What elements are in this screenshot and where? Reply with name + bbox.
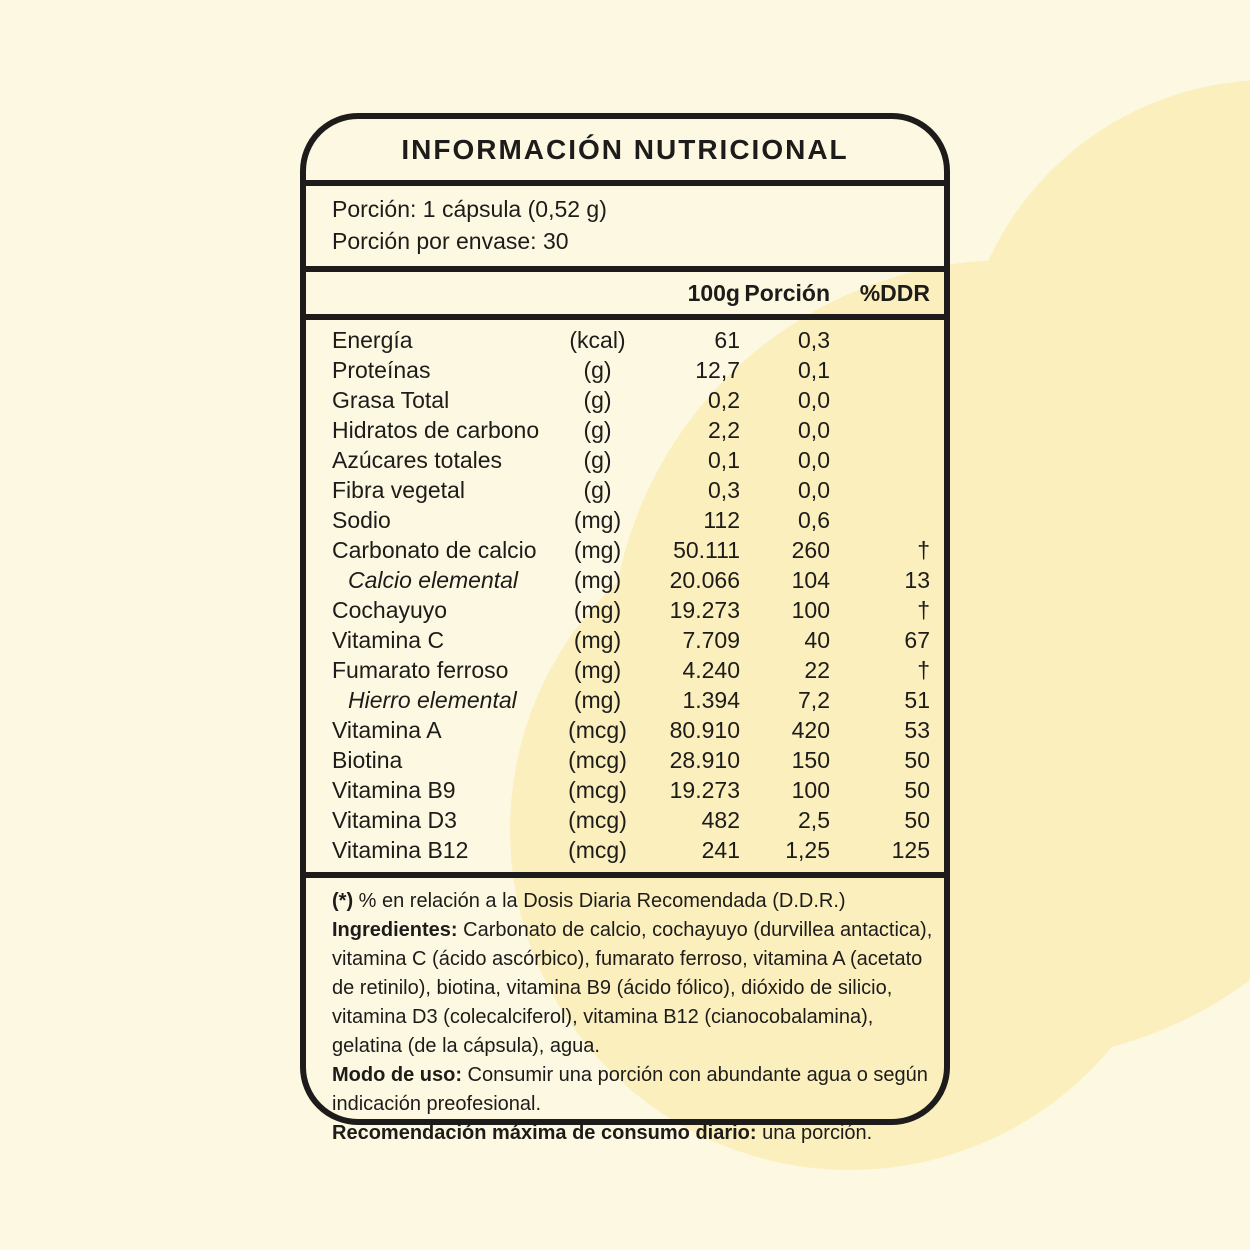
value-100g: 50.111: [673, 536, 740, 563]
nutrient-unit: (mg): [573, 506, 622, 533]
value-ddr: 13: [904, 566, 930, 593]
table-row: [306, 625, 944, 655]
nutrient-unit: (mg): [573, 536, 622, 563]
table-row: [306, 565, 944, 595]
value-100g: 482: [701, 806, 740, 833]
value-100g: 28.910: [669, 746, 740, 773]
value-ddr: †: [917, 536, 930, 563]
value-100g: 19.273: [669, 776, 740, 803]
value-portion: 104: [791, 566, 830, 593]
value-ddr: 50: [904, 806, 930, 833]
value-portion: 0,0: [798, 416, 830, 443]
value-100g: 12,7: [695, 356, 740, 383]
footnote-text: Carbonato de calcio, cochayuyo (durvillea antactica), vitamina C (ácido ascórbico), fumarato ferroso, vitamina A (acetato de retinilo), biotina, vitamina B9 (ácido fólico), dióxido de silicio, vitamina D3 (colecalciferol), vitamina B12 (cianocobalamina), gelatina (de la cápsula), agua.: [332, 919, 933, 1057]
nutrient-unit: (mg): [573, 686, 622, 713]
nutrient-name: Grasa Total: [332, 386, 450, 413]
footnote-lead: Recomendación máxima de consumo diario:: [332, 1122, 757, 1144]
table-row: [306, 655, 944, 685]
value-portion: 100: [791, 596, 830, 623]
footnote-lead: Ingredientes:: [332, 919, 458, 941]
column-header-ddr: %DDR: [859, 279, 930, 306]
nutrient-name: Carbonato de calcio: [332, 536, 537, 563]
value-portion: 0,0: [798, 446, 830, 473]
table-row: [306, 535, 944, 565]
value-portion: 0,0: [798, 386, 830, 413]
value-portion: 0,6: [798, 506, 830, 533]
nutrient-unit: (mg): [573, 566, 622, 593]
nutrient-unit: (mcg): [568, 806, 627, 833]
footnote: [332, 1119, 940, 1148]
nutrient-unit: (mcg): [568, 836, 627, 863]
serving-size: Porción: 1 cápsula (0,52 g): [332, 196, 607, 222]
value-100g: 19.273: [669, 596, 740, 623]
nutrient-unit: (mg): [573, 596, 622, 623]
nutrient-unit: (g): [583, 446, 612, 473]
nutrient-name: Sodio: [332, 506, 391, 533]
value-100g: 2,2: [708, 416, 740, 443]
footnote-lead: Modo de uso:: [332, 1064, 462, 1086]
nutrient-unit: (g): [583, 386, 612, 413]
nutrient-unit: (g): [583, 416, 612, 443]
footnote-text: Consumir una porción con abundante agua o según indicación preofesional.: [332, 1064, 928, 1115]
nutrient-name: Biotina: [332, 746, 403, 773]
value-ddr: 50: [904, 746, 930, 773]
label-footnotes: [306, 878, 944, 1148]
value-100g: 241: [701, 836, 740, 863]
servings-per-container: Porción por envase: 30: [332, 228, 569, 254]
value-portion: 2,5: [798, 806, 830, 833]
nutrient-unit: (mcg): [568, 716, 627, 743]
table-row: [306, 505, 944, 535]
value-ddr: 53: [904, 716, 930, 743]
nutrient-name: Hidratos de carbono: [332, 416, 540, 443]
value-portion: 0,1: [798, 356, 830, 383]
footnote: [332, 1061, 940, 1119]
value-ddr: 51: [904, 686, 930, 713]
value-portion: 7,2: [798, 686, 830, 713]
column-header-porcion: Porción: [744, 279, 830, 306]
nutrient-unit: (mg): [573, 626, 622, 653]
table-row: [306, 775, 944, 805]
nutrient-unit: (kcal): [569, 326, 626, 353]
value-100g: 0,3: [708, 476, 740, 503]
value-100g: 4.240: [682, 656, 740, 683]
nutrient-name: Fibra vegetal: [332, 476, 465, 503]
nutrient-unit: (mcg): [568, 776, 627, 803]
value-100g: 7.709: [682, 626, 740, 653]
nutrient-name: Proteínas: [332, 356, 431, 383]
value-100g: 61: [714, 326, 740, 353]
nutrient-name: Azúcares totales: [332, 446, 503, 473]
nutrient-name: Calcio elemental: [348, 566, 519, 593]
footnote-text: una porción.: [756, 1122, 873, 1144]
value-portion: 100: [791, 776, 830, 803]
table-row: [306, 685, 944, 715]
nutrient-unit: (g): [583, 476, 612, 503]
table-row: [306, 805, 944, 835]
value-portion: 40: [804, 626, 830, 653]
value-portion: 0,3: [798, 326, 830, 353]
table-row: [306, 745, 944, 775]
footnote: [332, 887, 940, 916]
nutrient-name: Energía: [332, 326, 413, 353]
value-ddr: 125: [891, 836, 930, 863]
value-portion: 420: [791, 716, 830, 743]
nutrient-unit: (mg): [573, 656, 622, 683]
nutrient-name: Fumarato ferroso: [332, 656, 509, 683]
table-row: [306, 415, 944, 445]
value-ddr: †: [917, 656, 930, 683]
value-ddr: 50: [904, 776, 930, 803]
serving-info: [306, 186, 944, 266]
table-row: [306, 355, 944, 385]
table-row: [306, 385, 944, 415]
table-row: [306, 835, 944, 865]
nutrition-table: [306, 320, 944, 872]
table-row: [306, 715, 944, 745]
value-100g: 1.394: [682, 686, 740, 713]
nutrient-name: Cochayuyo: [332, 596, 448, 623]
value-portion: 22: [804, 656, 830, 683]
value-ddr: †: [917, 596, 930, 623]
value-100g: 0,1: [708, 446, 740, 473]
nutrient-name: Hierro elemental: [348, 686, 517, 713]
nutrient-name: Vitamina B9: [332, 776, 456, 803]
footnote: [332, 916, 940, 1061]
table-row: [306, 475, 944, 505]
footnote-lead: (*): [332, 890, 354, 912]
nutrient-name: Vitamina A: [332, 716, 442, 743]
column-header-100g: 100g: [687, 279, 740, 306]
value-portion: 1,25: [785, 836, 830, 863]
table-row: [306, 595, 944, 625]
table-row: [306, 445, 944, 475]
nutrient-name: Vitamina C: [332, 626, 445, 653]
value-portion: 260: [791, 536, 830, 563]
value-portion: 150: [791, 746, 830, 773]
value-100g: 80.910: [669, 716, 740, 743]
nutrient-name: Vitamina B12: [332, 836, 469, 863]
value-100g: 112: [703, 506, 740, 533]
value-100g: 0,2: [708, 386, 740, 413]
nutrient-unit: (g): [583, 356, 612, 383]
nutrient-name: Vitamina D3: [332, 806, 457, 833]
value-100g: 20.066: [669, 566, 740, 593]
value-portion: 0,0: [798, 476, 830, 503]
footnote-text: % en relación a la Dosis Diaria Recomendada (D.D.R.): [353, 890, 846, 912]
nutrient-unit: (mcg): [568, 746, 627, 773]
table-row: [306, 325, 944, 355]
label-title: INFORMACIÓN NUTRICIONAL: [401, 133, 849, 165]
value-ddr: 67: [904, 626, 930, 653]
nutrition-label: [300, 113, 950, 1144]
column-headers: [306, 272, 944, 314]
